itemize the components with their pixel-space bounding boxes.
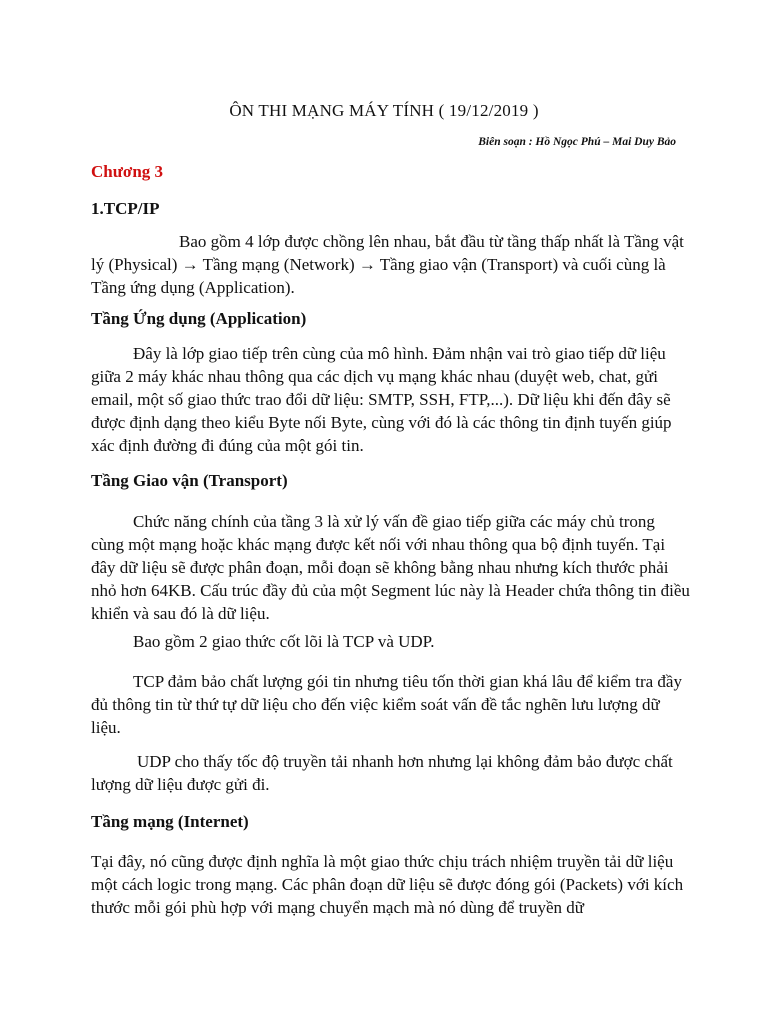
tcpip-intro-paragraph: Bao gồm 4 lớp được chồng lên nhau, bắt đầu từ tầng thấp nhất là Tầng vật lý (Physical) → Tầng mạng (Network) → Tầng giao vận (Transport) và cuối cùng là Tầng ứng dụng (Application).: [91, 232, 684, 297]
section-heading-internet: Tầng mạng (Internet): [91, 812, 249, 831]
section-heading-application: Tầng Ứng dụng (Application): [91, 309, 307, 328]
section-heading-tcpip: 1.TCP/IP: [91, 199, 160, 218]
internet-paragraph: Tại đây, nó cũng được định nghĩa là một giao thức chịu trách nhiệm truyền tải dữ liệu một cách logic trong mạng. Các phân đoạn dữ liệu sẽ được đóng gói (Packets) với kích thước mỗi gói phù hợp với mạng chuyển mạch mà nó dùng để truyền dữ: [91, 852, 684, 917]
document-author: Biên soạn : Hồ Ngọc Phú – Mai Duy Bảo: [478, 136, 676, 148]
transport-paragraph-2: Bao gồm 2 giao thức cốt lõi là TCP và UDP.: [133, 632, 435, 651]
transport-paragraph-1: Chức năng chính của tầng 3 là xử lý vấn đề giao tiếp giữa các máy chủ trong cùng một mạng hoặc khác mạng được kết nối với nhau thông qua bộ định tuyến. Tại đây dữ liệu sẽ được phân đoạn, mỗi đoạn sẽ không bằng nhau nhưng kích thước phải nhỏ hơn 64KB. Cấu trúc đầy đủ của một Segment lúc này là Header chứa thông tin điều khiển và sau đó là dữ liệu.: [91, 512, 690, 623]
section-heading-transport: Tầng Giao vận (Transport): [91, 471, 288, 490]
chapter-heading: Chương 3: [91, 162, 164, 181]
document-title: ÔN THI MẠNG MÁY TÍNH ( 19/12/2019 ): [229, 101, 539, 120]
transport-paragraph-3: TCP đảm bảo chất lượng gói tin nhưng tiêu tốn thời gian khá lâu để kiểm tra đầy đủ thông tin từ thứ tự dữ liệu cho đến việc kiểm soát vấn đề tắc nghẽn lưu lượng dữ liệu.: [91, 672, 682, 737]
transport-paragraph-4: UDP cho thấy tốc độ truyền tải nhanh hơn nhưng lại không đảm bảo được chất lượng dữ liệu được gửi đi.: [91, 752, 673, 794]
application-paragraph: Đây là lớp giao tiếp trên cùng của mô hình. Đảm nhận vai trò giao tiếp dữ liệu giữa 2 máy khác nhau thông qua các dịch vụ mạng khác nhau (duyệt web, chat, gửi email, một số giao thức trao đổi dữ liệu: SMTP, SSH, FTP,...). Dữ liệu khi đến đây sẽ được định dạng theo kiểu Byte nối Byte, cùng với đó là các thông tin định tuyến giúp xác định đường đi đúng của một gói tin.: [91, 344, 672, 455]
